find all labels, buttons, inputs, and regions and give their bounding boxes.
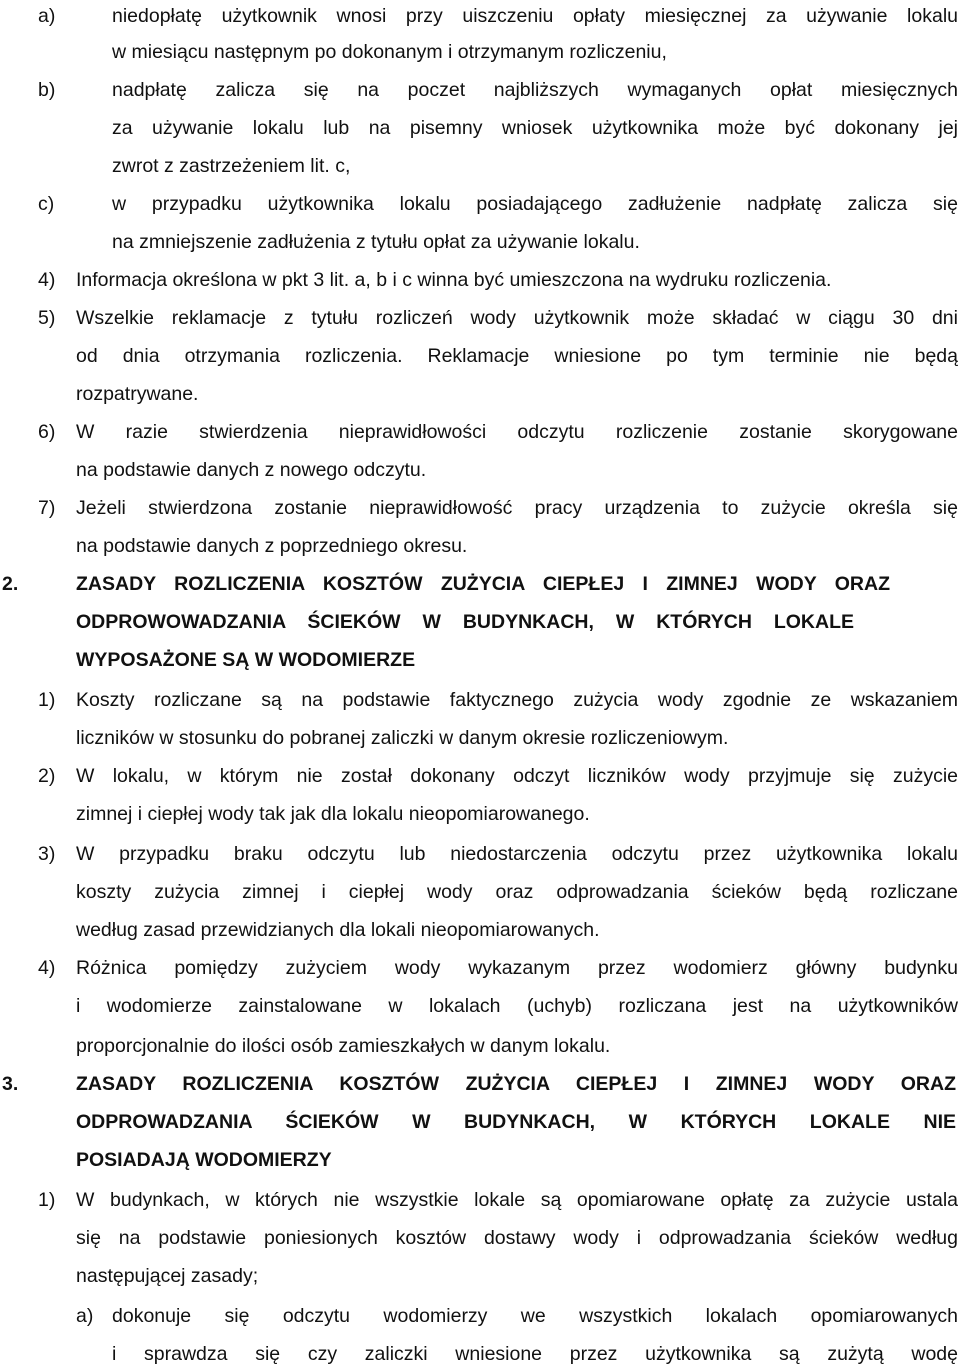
paragraph-line: w miesiącu następnym po dokonanym i otrzymanym rozliczeniu, xyxy=(112,41,667,63)
paragraph-line: według zasad przewidzianych dla lokali nieopomiarowanych. xyxy=(76,919,600,941)
paragraph-line: w przypadku użytkownika lokalu posiadającego zadłużenie nadpłatę zalicza się xyxy=(112,193,958,215)
paragraph-line: od dnia otrzymania rozliczenia. Reklamacje wniesione po tym terminie nie będą xyxy=(76,345,958,367)
list-number-2: 2) xyxy=(38,765,56,787)
section-heading: ZASADY ROZLICZENIA KOSZTÓW ZUŻYCIA CIEPŁEJ I ZIMNEJ WODY ORAZ xyxy=(76,573,890,595)
list-number-6: 6) xyxy=(38,421,56,443)
paragraph-line: Różnica pomiędzy zużyciem wody wykazanym przez wodomierz główny budynku xyxy=(76,957,958,979)
paragraph-line: na zmniejszenie zadłużenia z tytułu opłat za używanie lokalu. xyxy=(112,231,640,253)
section-number-2: 2. xyxy=(2,573,19,595)
list-label-b: b) xyxy=(38,79,56,101)
paragraph-line: Jeżeli stwierdzona zostanie nieprawidłowość pracy urządzenia to zużycie określa się xyxy=(76,497,958,519)
list-number-1: 1) xyxy=(38,1189,56,1211)
paragraph-line: na podstawie danych z nowego odczytu. xyxy=(76,459,427,481)
list-label-a: a) xyxy=(38,5,56,27)
list-number-5: 5) xyxy=(38,307,56,329)
paragraph-line: zwrot z zastrzeżeniem lit. c, xyxy=(112,155,351,177)
paragraph-line: dokonuje się odczytu wodomierzy we wszystkich lokalach opomiarowanych xyxy=(112,1305,958,1327)
list-number-3: 3) xyxy=(38,843,56,865)
section-heading: POSIADAJĄ WODOMIERZY xyxy=(76,1149,332,1171)
paragraph-line: W przypadku braku odczytu lub niedostarczenia odczytu przez użytkownika lokalu xyxy=(76,843,958,865)
paragraph-line: proporcjonalnie do ilości osób zamieszkałych w danym lokalu. xyxy=(76,1035,611,1057)
paragraph-line: zimnej i ciepłej wody tak jak dla lokalu nieopomiarowanego. xyxy=(76,803,590,825)
paragraph-line: za używanie lokalu lub na pisemny wniosek użytkownika może być dokonany jej xyxy=(112,117,958,139)
list-label-a: a) xyxy=(76,1305,94,1327)
paragraph-line: następującej zasady; xyxy=(76,1265,259,1287)
section-heading: ODPROWADZANIA ŚCIEKÓW W BUDYNKACH, W KTÓRYCH LOKALE NIE xyxy=(76,1111,956,1133)
paragraph-line: Koszty rozliczane są na podstawie faktycznego zużycia wody zgodnie ze wskazaniem xyxy=(76,689,958,711)
list-number-4: 4) xyxy=(38,957,56,979)
paragraph-line: liczników w stosunku do pobranej zaliczki w danym okresie rozliczeniowym. xyxy=(76,727,729,749)
paragraph-line: nadpłatę zalicza się na poczet najbliższych wymaganych opłat miesięcznych xyxy=(112,79,958,101)
paragraph-line: i sprawdza się czy zaliczki wniesione przez użytkownika są zużytą wodę xyxy=(112,1343,958,1365)
paragraph-line: W budynkach, w których nie wszystkie lokale są opomiarowane opłatę za zużycie ustala xyxy=(76,1189,958,1211)
paragraph-line: koszty zużycia zimnej i ciepłej wody oraz odprowadzania ścieków będą rozliczane xyxy=(76,881,958,903)
paragraph-line: Wszelkie reklamacje z tytułu rozliczeń wody użytkownik może składać w ciągu 30 dni xyxy=(76,307,958,329)
section-heading: ZASADY ROZLICZENIA KOSZTÓW ZUŻYCIA CIEPŁEJ I ZIMNEJ WODY ORAZ xyxy=(76,1073,956,1095)
paragraph-line: W razie stwierdzenia nieprawidłowości odczytu rozliczenie zostanie skorygowane xyxy=(76,421,958,443)
paragraph-line: i wodomierze zainstalowane w lokalach (uchyb) rozliczana jest na użytkowników xyxy=(76,995,958,1017)
paragraph-line: Informacja określona w pkt 3 lit. a, b i c winna być umieszczona na wydruku rozliczenia. xyxy=(76,269,832,291)
paragraph-line: rozpatrywane. xyxy=(76,383,199,405)
section-number-3: 3. xyxy=(2,1073,19,1095)
section-heading: WYPOSAŻONE SĄ W WODOMIERZE xyxy=(76,649,416,671)
list-label-c: c) xyxy=(38,193,55,215)
paragraph-line: niedopłatę użytkownik wnosi przy uiszczeniu opłaty miesięcznej za używanie lokalu xyxy=(112,5,958,27)
paragraph-line: na podstawie danych z poprzedniego okresu. xyxy=(76,535,468,557)
list-number-1: 1) xyxy=(38,689,56,711)
list-number-4: 4) xyxy=(38,269,56,291)
paragraph-line: W lokalu, w którym nie został dokonany odczyt liczników wody przyjmuje się zużycie xyxy=(76,765,958,787)
paragraph-line: się na podstawie poniesionych kosztów dostawy wody i odprowadzania ścieków według xyxy=(76,1227,958,1249)
section-heading: ODPROWOWADZANIA ŚCIEKÓW W BUDYNKACH, W KTÓRYCH LOKALE xyxy=(76,611,854,633)
list-number-7: 7) xyxy=(38,497,56,519)
